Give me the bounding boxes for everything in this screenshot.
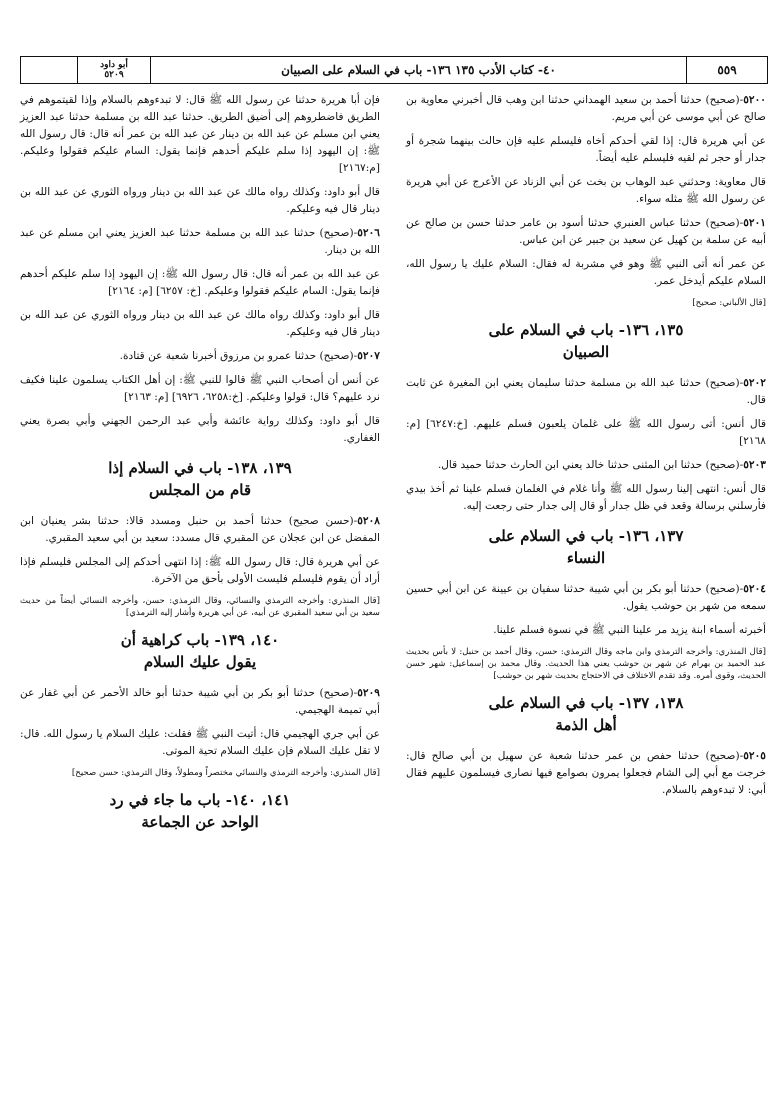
chapter-heading bbox=[20, 789, 380, 833]
page-header bbox=[20, 56, 768, 84]
hadith-paragraph bbox=[20, 266, 380, 300]
chapter-heading-line: ١٣٨، ١٣٧- باب في السلام على bbox=[488, 694, 684, 712]
hadith-paragraph bbox=[20, 307, 380, 341]
hadith-text: -(صحيح) حدثنا أبو بكر بن أبي شيبة حدثنا سفيان بن عيينة عن ابن أبي حسين سمعه من شهر بن حوشب يقول. bbox=[406, 583, 766, 612]
hadith-text: قال أبو داود: وكذلك رواه مالك عن عبد الله بن دينار ورواه الثوري عن عبد الله بن دينار قال فيه وعليكم. bbox=[20, 186, 380, 215]
hadith-number: ٥٢٠٨ bbox=[357, 515, 380, 527]
chapter-heading-line: يقول عليك السلام bbox=[143, 653, 257, 671]
left-column bbox=[20, 92, 380, 845]
chapter-heading-line: ١٣٥، ١٣٦- باب في السلام على bbox=[488, 321, 684, 339]
chapter-heading-line: الصبيان bbox=[562, 343, 610, 361]
hadith-paragraph bbox=[20, 413, 380, 447]
hadith-number: ٥٢٠٩ bbox=[357, 687, 380, 699]
hadith-paragraph bbox=[406, 457, 766, 474]
hadith-text: -(حسن صحيح) حدثنا أحمد بن حنبل ومسدد قالا: حدثنا بشر يعنيان ابن المفضل عن ابن عجلان عن المقبري قال مسدد: سعيد بن أبي سعيد المقبري. bbox=[20, 515, 380, 544]
hadith-range: ٥٢٠٩ bbox=[104, 70, 124, 80]
chapter-heading-line: ١٣٧، ١٣٦- باب في السلام على bbox=[488, 527, 684, 545]
hadith-text: -(صحيح) حدثنا أحمد بن سعيد الهمداني حدثنا ابن وهب قال أخبرني معاوية بن صالح عن أبي موسى عن أبي مريم. bbox=[406, 94, 766, 123]
hadith-paragraph bbox=[406, 256, 766, 290]
hadith-text: قال أبو داود: وكذلك رواه مالك عن عبد الله بن دينار ورواه الثوري عن عبد الله بن دينار قال فيه وعليكم. bbox=[20, 309, 380, 338]
footnote: [قال المنذري: وأخرجه الترمذي وابن ماجه وقال الترمذي: حسن، وقال أحمد بن حنبل: لا بأس بحديث عبد الحميد بن بهرام عن شهر بن حوشب يعني هذا الحديث. وقال محمد بن إسماعيل: شهر حسن الحديث، وقوى أمره. وقد تقدم الاختلاف في الاحتجاج بحديث شهر بن حوشب] bbox=[406, 647, 766, 681]
hadith-number: ٥٢٠٦ bbox=[357, 227, 380, 239]
hadith-text: قال أنس: أتى رسول الله ﷺ على غلمان يلعبون فسلم عليهم. [خ:٦٢٤٧] [م: ٢١٦٨] bbox=[406, 418, 767, 447]
chapter-heading-line: قام من المجلس bbox=[148, 481, 252, 499]
hadith-paragraph bbox=[406, 133, 766, 167]
hadith-paragraph bbox=[20, 513, 380, 547]
hadith-number: ٥٢٠٢ bbox=[743, 377, 766, 389]
hadith-paragraph bbox=[406, 622, 766, 639]
hadith-paragraph bbox=[20, 726, 380, 760]
hadith-paragraph bbox=[20, 92, 380, 177]
hadith-number: ٥٢٠٤ bbox=[743, 583, 766, 595]
running-title: ٤٠- كتاب الأدب ١٣٥ ١٣٦- باب في السلام على الصبيان bbox=[150, 57, 686, 83]
hadith-text: فإن أبا هريرة حدثنا عن رسول الله ﷺ قال: لا تبدءوهم بالسلام وإذا لقيتموهم في الطريق فاضطروهم إلى أضيق الطريق. حدثنا عبد الله بن مسلمة حدثنا عبد العزيز يعني ابن مسلم عن عبد الله بن دينار عن عبد الله بن عمر أنه قال: قال رسول الله ﷺ: إن اليهود إذا سلم عليكم أحدهم فإنما يقول: السام عليكم فقولوا وعليكم. [م:٢١٦٧] bbox=[20, 94, 380, 174]
hadith-text: عن أنس أن أصحاب النبي ﷺ قالوا للنبي ﷺ: إن أهل الكتاب يسلمون علينا فكيف نرد عليهم؟ قال: قولوا وعليكم. [خ:٦٢٥٨، ٦٩٢٦] [م: ٢١٦٣] bbox=[20, 374, 380, 403]
hadith-text: -(صحيح) حدثنا عمرو بن مرزوق أخبرنا شعبة عن قتادة. bbox=[119, 350, 358, 362]
page-number: ٥٥٩ bbox=[686, 57, 767, 83]
hadith-paragraph bbox=[20, 685, 380, 719]
hadith-paragraph bbox=[406, 375, 766, 409]
hadith-number: ٥٢٠١ bbox=[743, 217, 766, 229]
hadith-text: قال أنس: انتهى إلينا رسول الله ﷺ وأنا غلام في الغلمان فسلم علينا ثم أخذ بيدي فأرسلني برسالة وقعد في ظل جدار أو قال إلى جدار حتى رجعت إليه. bbox=[406, 483, 766, 512]
hadith-text: -(صحيح) حدثنا عبد الله بن مسلمة حدثنا سليمان يعني ابن المغيرة عن ثابت قال. bbox=[406, 377, 766, 406]
book-name: أبو داود bbox=[100, 60, 128, 70]
footnote: [قال الألباني: صحيح] bbox=[692, 298, 766, 308]
chapter-heading-line: أهل الذمة bbox=[555, 716, 617, 734]
chapter-heading-line: ١٤١، ١٤٠- باب ما جاء في رد bbox=[109, 791, 291, 809]
hadith-number: ٥٢٠٧ bbox=[357, 350, 380, 362]
chapter-heading bbox=[20, 457, 380, 501]
footnote: [قال المنذري: وأخرجه الترمذي والنسائي مختصراً ومطولاً، وقال الترمذي: حسن صحيح] bbox=[71, 768, 380, 778]
hadith-paragraph bbox=[20, 184, 380, 218]
hadith-paragraph bbox=[20, 372, 380, 406]
hadith-paragraph bbox=[20, 554, 380, 588]
hadith-number: ٥٢٠٠ bbox=[743, 94, 766, 106]
chapter-heading-line: الواحد عن الجماعة bbox=[141, 813, 259, 831]
book-reference bbox=[77, 57, 150, 83]
text-columns bbox=[20, 92, 766, 845]
hadith-text: عن أبي هريرة قال: إذا لقي أحدكم أخاه فليسلم عليه فإن حالت بينهما شجرة أو جدار أو حجر ثم لقيه فليسلم عليه أيضاً. bbox=[406, 135, 766, 164]
footnote: [قال المنذري: وأخرجه الترمذي والنسائي، وقال الترمذي: حسن، وأخرجه النسائي أيضاً من حديث سعيد بن أبي سعيد المقبري عن أبيه، عن أبي هريرة وأشار إليه الترمذي] bbox=[20, 596, 380, 618]
hadith-paragraph bbox=[406, 215, 766, 249]
chapter-heading bbox=[406, 319, 766, 363]
hadith-paragraph bbox=[20, 225, 380, 259]
hadith-text: -(صحيح) حدثنا حفص بن عمر حدثنا شعبة عن سهيل بن أبي صالح قال: خرجت مع أبي إلى الشام فجعلوا يمرون بصوامع فيها نصارى فيسلمون عليهم فقال أبي: لا تبدءوهم بالسلام. bbox=[406, 750, 766, 796]
hadith-paragraph bbox=[406, 481, 766, 515]
chapter-heading-line: ١٤٠، ١٣٩- باب كراهية أن bbox=[120, 631, 280, 649]
hadith-text: قال معاوية: وحدثني عبد الوهاب بن بخت عن أبي الزناد عن الأعرج عن أبي هريرة عن رسول الله ﷺ مثله سواء. bbox=[406, 176, 766, 205]
chapter-heading bbox=[20, 629, 380, 673]
hadith-paragraph bbox=[20, 348, 380, 365]
hadith-number: ٥٢٠٣ bbox=[743, 459, 766, 471]
hadith-text: عن أبي جري الهجيمي قال: أتيت النبي ﷺ فقلت: عليك السلام يا رسول الله. قال: لا تقل عليك السلام فإن عليك السلام تحية الموتى. bbox=[20, 728, 380, 757]
chapter-heading-line: ١٣٩، ١٣٨- باب في السلام إذا bbox=[108, 459, 292, 477]
chapter-heading-line: النساء bbox=[566, 549, 606, 567]
hadith-paragraph bbox=[406, 416, 766, 450]
chapter-heading bbox=[406, 692, 766, 736]
chapter-heading bbox=[406, 525, 766, 569]
hadith-text: أخبرته أسماء ابنة يزيد مر علينا النبي ﷺ في نسوة فسلم علينا. bbox=[493, 624, 766, 636]
hadith-number: ٥٢٠٥ bbox=[743, 750, 766, 762]
hadith-paragraph bbox=[406, 748, 766, 799]
hadith-paragraph bbox=[406, 174, 766, 208]
hadith-paragraph bbox=[406, 92, 766, 126]
hadith-text: عن عمر أنه أتى النبي ﷺ وهو في مشربة له فقال: السلام عليك يا رسول الله، السلام عليكم أيدخل عمر. bbox=[406, 258, 766, 287]
hadith-paragraph bbox=[406, 581, 766, 615]
hadith-text: -(صحيح) حدثنا ابن المثنى حدثنا خالد يعني ابن الحارث حدثنا حميد قال. bbox=[437, 459, 744, 471]
hadith-text: قال أبو داود: وكذلك رواية عائشة وأبي عبد الرحمن الجهني وأبي بصرة يعني الغفاري. bbox=[20, 415, 380, 444]
hadith-text: -(صحيح) حدثنا عباس العنبري حدثنا أسود بن عامر حدثنا حسن بن صالح عن أبيه عن سلمة بن كهيل عن سعيد بن جبير عن ابن عباس. bbox=[406, 217, 766, 246]
hadith-text: -(صحيح) حدثنا عبد الله بن مسلمة حدثنا عبد العزيز يعني ابن مسلم عن عبد الله بن دينار. bbox=[20, 227, 380, 256]
hadith-text: -(صحيح) حدثنا أبو بكر بن أبي شيبة حدثنا أبو خالد الأحمر عن أبي غفار عن أبي تميمة الهجيمي. bbox=[20, 687, 380, 716]
header-blank-cell bbox=[21, 57, 77, 83]
hadith-text: عن عبد الله بن عمر أنه قال: قال رسول الله ﷺ: إن اليهود إذا سلم عليكم أحدهم فإنما يقول: السام عليكم فقولوا وعليكم. [خ: ٦٢٥٧] [م: ٢١٦٤] bbox=[20, 268, 380, 297]
hadith-text: عن أبي هريرة قال: قال رسول الله ﷺ: إذا انتهى أحدكم إلى المجلس فليسلم فإذا أراد أن يقوم فليسلم فليست الأولى بأحق من الآخرة. bbox=[20, 556, 380, 585]
right-column bbox=[406, 92, 766, 845]
